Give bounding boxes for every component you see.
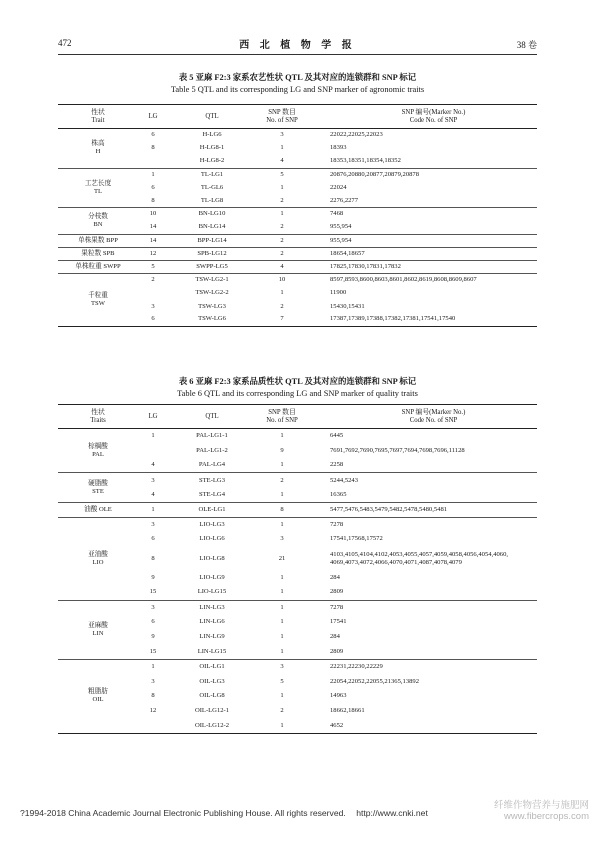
lg-cell: 2 bbox=[151, 276, 155, 284]
snp-count-cell: 1 bbox=[280, 432, 284, 440]
watermark-line1: 纤维作物营养与施肥网 bbox=[493, 800, 589, 811]
header-trait bbox=[58, 405, 138, 429]
snp-code-cell: 17387,17389,17388,17382,17381,17541,17540 bbox=[330, 315, 456, 323]
page-number: 472 bbox=[58, 38, 72, 48]
snp-code-cell: 7278 bbox=[330, 603, 344, 611]
snp-count-cell: 1 bbox=[280, 721, 284, 729]
snp-count-cell: 1 bbox=[280, 210, 284, 218]
snp-count-cell: 3 bbox=[280, 535, 284, 543]
qtl-cell: TSW-LG2-1 bbox=[195, 276, 229, 284]
trait-label: 棕榈酸 PAL bbox=[88, 442, 108, 458]
qtl-cell: LIO-LG6 bbox=[199, 535, 225, 543]
watermark bbox=[494, 800, 589, 822]
snp-count-cell: 1 bbox=[280, 603, 284, 611]
lg-cell: 3 bbox=[151, 520, 155, 528]
lg-cell: 6 bbox=[151, 535, 155, 543]
qtl-cell: OIL-LG12-2 bbox=[194, 721, 230, 729]
table-row bbox=[58, 659, 537, 674]
snp-code-cell: 18654,18657 bbox=[330, 249, 365, 257]
snp-code-cell: 6445 bbox=[330, 432, 344, 440]
qtl-cell: LIN-LG3 bbox=[199, 603, 225, 611]
table6 bbox=[58, 404, 537, 734]
lg-cell: 3 bbox=[151, 302, 155, 310]
snp-count-cell: 8 bbox=[280, 505, 284, 513]
header-snp-code-en: Code No. of SNP bbox=[409, 117, 458, 124]
header-lg: LG bbox=[148, 413, 158, 420]
table5-caption-en: Table 5 QTL and its corresponding LG and SNP marker of agronomic traits bbox=[170, 85, 425, 94]
snp-count-cell: 3 bbox=[280, 662, 284, 670]
snp-code-cell: 18353,18351,18354,18352 bbox=[330, 157, 401, 165]
table-row bbox=[58, 274, 537, 287]
copyright-text: ?1994-2018 China Academic Journal Electronic Publishing House. All rights reserved. bbox=[20, 808, 346, 818]
snp-count-cell: 1 bbox=[280, 588, 284, 596]
lg-cell: 8 bbox=[151, 144, 155, 152]
volume-label: 38 卷 bbox=[516, 40, 537, 50]
snp-code-cell: 11900 bbox=[330, 289, 347, 297]
lg-cell: 6 bbox=[151, 618, 155, 626]
snp-code-cell: 955,954 bbox=[330, 236, 352, 244]
snp-count-cell: 7 bbox=[280, 315, 284, 323]
snp-code-cell: 4652 bbox=[330, 721, 344, 729]
snp-code-cell: 7278 bbox=[330, 520, 344, 528]
header-trait-en: Traits bbox=[90, 417, 106, 424]
snp-count-cell: 1 bbox=[280, 618, 284, 626]
qtl-cell: STE-LG3 bbox=[198, 476, 225, 484]
trait-label: 油酸 OLE bbox=[84, 505, 112, 513]
trait-label: 果粒数 SPB bbox=[81, 249, 115, 257]
header-snp-code-cn: SNP 编号(Marker No.) bbox=[401, 409, 466, 416]
snp-code-cell: 7691,7692,7690,7695,7697,7694,7698,7696,11128 bbox=[330, 446, 465, 454]
snp-code-cell: 16365 bbox=[330, 490, 347, 498]
snp-count-cell: 2 bbox=[280, 249, 284, 257]
lg-cell: 8 bbox=[151, 692, 155, 700]
snp-count-cell: 1 bbox=[280, 183, 284, 191]
header-snp-code-cn: SNP 编号(Marker No.) bbox=[401, 109, 466, 116]
qtl-cell: LIO-LG15 bbox=[197, 588, 227, 596]
header-snp-count-en: No. of SNP bbox=[266, 417, 298, 424]
qtl-cell: OIL-LG3 bbox=[199, 677, 225, 685]
lg-cell: 1 bbox=[151, 170, 155, 178]
lg-cell: 5 bbox=[151, 262, 155, 270]
snp-code-cell: 8597,8593,8600,8603,8601,8602,8619,8608,8609,8607 bbox=[330, 276, 477, 284]
snp-count-cell: 2 bbox=[280, 476, 284, 484]
lg-cell: 14 bbox=[149, 236, 157, 244]
header-lg: LG bbox=[148, 113, 158, 120]
qtl-cell: STE-LG4 bbox=[198, 490, 225, 498]
table-row bbox=[58, 208, 537, 221]
qtl-cell: LIO-LG9 bbox=[199, 573, 225, 581]
lg-cell: 12 bbox=[149, 707, 157, 715]
watermark-line2: www.fibercrops.com bbox=[504, 811, 589, 822]
lg-cell: 6 bbox=[151, 183, 155, 191]
qtl-cell: H-LG8-1 bbox=[199, 144, 225, 152]
running-header bbox=[58, 38, 537, 52]
lg-cell: 8 bbox=[151, 196, 155, 204]
snp-count-cell: 2 bbox=[280, 236, 284, 244]
trait-label: 分枝数 BN bbox=[88, 212, 108, 228]
snp-count-cell: 2 bbox=[280, 707, 284, 715]
snp-code-cell: 2258 bbox=[330, 461, 344, 469]
snp-count-cell: 1 bbox=[280, 573, 284, 581]
qtl-cell: TSW-LG2-2 bbox=[195, 289, 229, 297]
snp-code-cell: 284 bbox=[330, 573, 340, 581]
trait-label: 亚油酸 LIO bbox=[88, 550, 108, 566]
snp-code-cell: 20876,20880,20877,20879,20878 bbox=[330, 170, 420, 178]
table-row bbox=[58, 129, 537, 142]
snp-code-cell: 22024 bbox=[330, 183, 347, 191]
table6-caption-cn: 表 6 亚麻 F2:3 家系品质性状 QTL 及其对应的连锁群和 SNP 标记 bbox=[178, 377, 417, 386]
snp-count-cell: 4 bbox=[280, 262, 284, 270]
snp-code-cell: 5244,5243 bbox=[330, 476, 359, 484]
journal-title: 西 北 植 物 学 报 bbox=[239, 40, 356, 51]
snp-count-cell: 1 bbox=[280, 144, 284, 152]
snp-code-cell: 17825,17830,17831,17832 bbox=[330, 262, 401, 270]
lg-cell: 3 bbox=[151, 603, 155, 611]
lg-cell: 12 bbox=[149, 249, 157, 257]
table-row bbox=[58, 517, 537, 532]
table-row bbox=[58, 473, 537, 488]
lg-cell: 6 bbox=[151, 315, 155, 323]
site-link[interactable]: http://www.cnki.net bbox=[356, 808, 428, 818]
qtl-cell: LIO-LG3 bbox=[199, 520, 225, 528]
trait-label: 粗脂肪 OIL bbox=[88, 688, 108, 704]
qtl-cell: TL-LG8 bbox=[200, 196, 224, 204]
qtl-cell: TL-GL6 bbox=[200, 183, 224, 191]
lg-cell: 6 bbox=[151, 131, 155, 139]
snp-count-cell: 3 bbox=[280, 131, 284, 139]
snp-code-cell: 18393 bbox=[330, 144, 347, 152]
qtl-cell: SPB-LG12 bbox=[197, 249, 227, 257]
lg-cell: 9 bbox=[151, 573, 155, 581]
snp-code-cell: 4103,4105,4104,4102,4053,4055,4057,4059,4058,4056,4054,4060, 4069,4073,4072,4066,4070,4071,4087,4078,4079 bbox=[330, 550, 509, 566]
qtl-cell: PAL-LG4 bbox=[198, 461, 226, 469]
trait-label: 单株果数 BPP bbox=[78, 236, 118, 244]
header-trait bbox=[58, 105, 138, 129]
snp-code-cell: 2809 bbox=[330, 588, 344, 596]
header-trait-en: Trait bbox=[91, 117, 105, 124]
lg-cell bbox=[138, 155, 168, 168]
snp-count-cell: 2 bbox=[280, 196, 284, 204]
qtl-cell: LIN-LG6 bbox=[199, 618, 225, 626]
table-row bbox=[58, 234, 537, 247]
header-snp-code bbox=[308, 405, 537, 429]
snp-count-cell: 1 bbox=[280, 520, 284, 528]
lg-cell bbox=[138, 287, 168, 300]
header-snp-code bbox=[308, 105, 537, 129]
snp-code-cell: 5477,5476,5483,5479,5482,5478,5480,5481 bbox=[330, 505, 448, 513]
qtl-cell: OIL-LG1 bbox=[199, 662, 225, 670]
lg-cell: 8 bbox=[151, 554, 155, 562]
header-snp-count-en: No. of SNP bbox=[266, 117, 298, 124]
header-trait-cn: 性状 bbox=[91, 109, 105, 116]
snp-count-cell: 1 bbox=[280, 633, 284, 641]
snp-count-cell: 4 bbox=[280, 157, 284, 165]
lg-cell: 4 bbox=[151, 490, 155, 498]
lg-cell: 15 bbox=[149, 588, 157, 596]
lg-cell: 10 bbox=[149, 210, 157, 218]
table5-caption-cn: 表 5 亚麻 F2:3 家系农艺性状 QTL 及其对应的连锁群和 SNP 标记 bbox=[178, 73, 417, 82]
snp-code-cell: 22231,22230,22229 bbox=[330, 662, 383, 670]
qtl-cell: TSW-LG6 bbox=[198, 315, 226, 323]
qtl-cell: LIN-LG9 bbox=[199, 633, 225, 641]
header-trait-cn: 性状 bbox=[91, 409, 105, 416]
header-snp-count-cn: SNP 数目 bbox=[268, 409, 296, 416]
snp-code-cell: 22054,22052,22055,21365,13892 bbox=[330, 677, 420, 685]
snp-count-cell: 5 bbox=[280, 170, 284, 178]
snp-code-cell: 2276,2277 bbox=[330, 196, 359, 204]
snp-code-cell: 22022,22025,22023 bbox=[330, 131, 383, 139]
qtl-cell: OIL-LG12-1 bbox=[194, 707, 230, 715]
table-row bbox=[58, 260, 537, 273]
trait-label: 工艺长度 TL bbox=[84, 179, 112, 195]
qtl-cell: BPP-LG14 bbox=[197, 236, 227, 244]
snp-code-cell: 15430,15431 bbox=[330, 302, 365, 310]
snp-code-cell: 7468 bbox=[330, 210, 344, 218]
qtl-cell: LIN-LG15 bbox=[197, 647, 227, 655]
trait-label: 千粒重 TSW bbox=[88, 291, 108, 307]
snp-count-cell: 1 bbox=[280, 461, 284, 469]
qtl-cell: TSW-LG3 bbox=[198, 302, 226, 310]
snp-code-cell: 17541,17568,17572 bbox=[330, 535, 383, 543]
header-snp-count bbox=[256, 105, 308, 129]
qtl-cell: TL-LG1 bbox=[200, 170, 224, 178]
header-snp-count bbox=[256, 405, 308, 429]
header-snp-count-cn: SNP 数目 bbox=[268, 109, 296, 116]
qtl-cell: OIL-LG8 bbox=[199, 692, 225, 700]
table-row bbox=[58, 168, 537, 181]
qtl-cell: BN-LG14 bbox=[198, 223, 226, 231]
table6-caption-en: Table 6 QTL and its corresponding LG and SNP marker of quality traits bbox=[177, 389, 418, 398]
snp-count-cell: 5 bbox=[280, 677, 284, 685]
snp-count-cell: 2 bbox=[280, 223, 284, 231]
qtl-cell: OLE-LG1 bbox=[198, 505, 226, 513]
lg-cell: 4 bbox=[151, 461, 155, 469]
lg-cell: 1 bbox=[151, 662, 155, 670]
qtl-cell: SWPP-LG5 bbox=[196, 262, 228, 270]
snp-code-cell: 17541 bbox=[330, 618, 347, 626]
table-row bbox=[58, 502, 537, 517]
lg-cell: 14 bbox=[149, 223, 157, 231]
trait-label: 单株粒重 SWPP bbox=[75, 262, 121, 270]
snp-count-cell: 1 bbox=[280, 647, 284, 655]
table-row bbox=[58, 247, 537, 260]
snp-count-cell: 2 bbox=[280, 302, 284, 310]
snp-code-cell: 955,954 bbox=[330, 223, 352, 231]
lg-cell: 1 bbox=[151, 432, 155, 440]
header-qtl: QTL bbox=[205, 413, 219, 420]
snp-count-cell: 1 bbox=[280, 692, 284, 700]
qtl-cell: PAL-LG1-1 bbox=[196, 432, 228, 440]
snp-code-cell: 18662,18661 bbox=[330, 707, 365, 715]
snp-count-cell: 1 bbox=[280, 490, 284, 498]
table-row bbox=[58, 429, 537, 444]
snp-code-cell: 284 bbox=[330, 633, 340, 641]
lg-cell bbox=[138, 719, 168, 734]
qtl-cell: PAL-LG1-2 bbox=[196, 446, 228, 454]
trait-label: 硬脂酸 STE bbox=[88, 479, 108, 495]
header-snp-code-en: Code No. of SNP bbox=[409, 417, 458, 424]
qtl-cell: LIO-LG8 bbox=[199, 554, 225, 562]
lg-cell: 3 bbox=[151, 677, 155, 685]
snp-code-cell: 2809 bbox=[330, 647, 344, 655]
trait-label: 亚麻酸 LIN bbox=[88, 621, 108, 637]
header-rule bbox=[58, 54, 537, 55]
table-row bbox=[58, 600, 537, 615]
lg-cell: 3 bbox=[151, 476, 155, 484]
table5-caption bbox=[58, 72, 537, 96]
snp-count-cell: 1 bbox=[280, 289, 284, 297]
lg-cell: 9 bbox=[151, 633, 155, 641]
lg-cell bbox=[138, 443, 168, 458]
footer bbox=[20, 808, 428, 818]
qtl-cell: H-LG8-2 bbox=[199, 157, 225, 165]
qtl-cell: H-LG6 bbox=[202, 131, 222, 139]
snp-count-cell: 10 bbox=[278, 276, 286, 284]
lg-cell: 15 bbox=[149, 647, 157, 655]
table5 bbox=[58, 104, 537, 327]
snp-count-cell: 9 bbox=[280, 446, 284, 454]
snp-code-cell: 14963 bbox=[330, 692, 347, 700]
table6-caption bbox=[58, 376, 537, 400]
trait-label: 株高 H bbox=[91, 140, 105, 156]
header-qtl: QTL bbox=[205, 113, 219, 120]
qtl-cell: BN-LG10 bbox=[198, 210, 226, 218]
snp-count-cell: 21 bbox=[278, 554, 286, 562]
lg-cell: 1 bbox=[151, 505, 155, 513]
